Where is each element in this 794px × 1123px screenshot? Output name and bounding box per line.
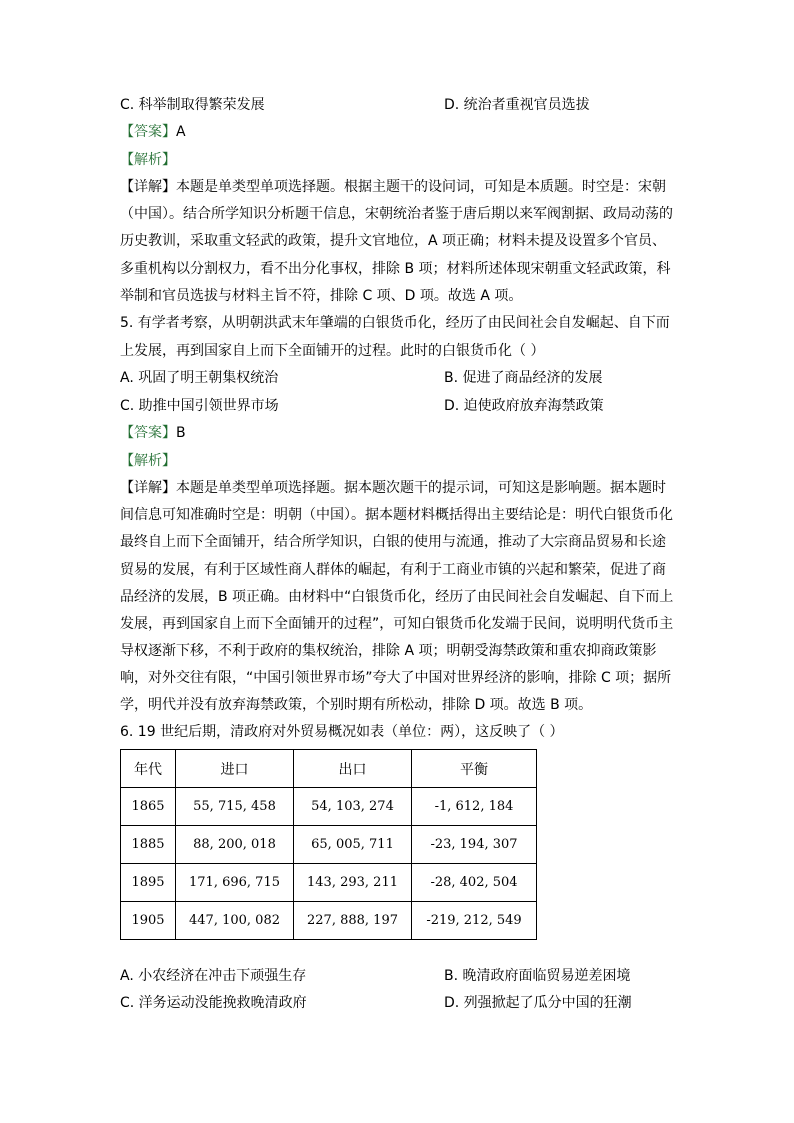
- cell-import: 171, 696, 715: [176, 864, 294, 902]
- q6-option-b: B. 晚清政府面临贸易逆差困境: [444, 968, 631, 984]
- cell-import: 55, 715, 458: [176, 788, 294, 826]
- answer-tag: 【答案】: [120, 124, 176, 140]
- q6-option-c: C. 洋务运动没能挽救晚清政府: [120, 995, 307, 1011]
- q5-option-a: A. 巩固了明王朝集权统治: [120, 370, 279, 386]
- q5-option-d: D. 迫使政府放弃海禁政策: [444, 398, 604, 414]
- q6-option-d: D. 列强掀起了瓜分中国的狂潮: [444, 995, 632, 1011]
- cell-balance: -1, 612, 184: [412, 788, 537, 826]
- q6-stem: 6. 19 世纪后期，清政府对外贸易概况如表（单位：两），这反映了（ ）: [120, 724, 564, 740]
- detail-text: 本题是单类型单项选择题。根据主题干的设问词，可知是本质题。时空是：宋朝: [176, 179, 666, 195]
- cell-export: 65, 005, 711: [294, 826, 412, 864]
- cell-year: 1895: [121, 864, 176, 902]
- q5-stem-line-1: 上发展，再到国家自上而下全面铺开的过程。此时的白银货币化（ ）: [120, 343, 545, 359]
- table-row: [121, 788, 537, 826]
- q5-stem-line-0: 5. 有学者考察，从明朝洪武末年肇端的白银货币化，经历了由民间社会自发崛起、自下而: [120, 315, 670, 331]
- cell-balance: -219, 212, 549: [412, 902, 537, 940]
- q5-detail-line-3: 贸易的发展，有利于区域性商人群体的崛起，有利于工商业市镇的兴起和繁荣，促进了商: [120, 562, 666, 578]
- detail-text: 本题是单类型单项选择题。据本题次题干的提示词，可知这是影响题。据本题时: [176, 480, 666, 496]
- q5-detail-line-5: 发展，再到国家自上而下全面铺开的过程”，可知白银货币化发端于民间，说明明代货币主: [120, 616, 674, 632]
- detail-tag: 【详解】: [120, 179, 176, 195]
- cell-year: 1885: [121, 826, 176, 864]
- q6-option-a: A. 小农经济在冲击下顽强生存: [120, 968, 307, 984]
- q5-detail-line-2: 最终自上而下全面铺开，结合所学知识，白银的使用与流通，推动了大宗商品贸易和长途: [120, 534, 666, 550]
- q4-detail-line-2: 历史教训，采取重文轻武的政策，提升文官地位，A 项正确；材料未提及设置多个官员、: [120, 233, 667, 249]
- header-year: 年代: [121, 750, 176, 788]
- q5-detail-line-7: 响，对外交往有限，“中国引领世界市场”夸大了中国对世界经济的影响，排除 C 项；据所: [120, 670, 672, 686]
- answer-value: A: [176, 124, 186, 140]
- q4-detail-line-4: 举制和官员选拔与材料主旨不符，排除 C 项、D 项。故选 A 项。: [120, 288, 523, 304]
- cell-year: 1865: [121, 788, 176, 826]
- q4-answer: [120, 122, 186, 142]
- q5-detail-line-0: [120, 478, 666, 498]
- header-balance: 平衡: [412, 750, 537, 788]
- q4-analysis-tag: [120, 150, 176, 170]
- analysis-tag: 【解析】: [120, 453, 176, 469]
- cell-import: 447, 100, 082: [176, 902, 294, 940]
- cell-export: 227, 888, 197: [294, 902, 412, 940]
- q5-analysis-tag: [120, 451, 176, 471]
- q5-answer: [120, 423, 186, 443]
- q5-detail-line-4: 品经济的发展，B 项正确。由材料中“白银货币化，经历了由民间社会自发崛起、自下而上: [120, 589, 674, 605]
- table-row: [121, 864, 537, 902]
- analysis-tag: 【解析】: [120, 152, 176, 168]
- trade-table: [120, 749, 537, 940]
- table-row: [121, 902, 537, 940]
- answer-tag: 【答案】: [120, 425, 176, 441]
- cell-export: 143, 293, 211: [294, 864, 412, 902]
- q4-option-c: C. 科举制取得繁荣发展: [120, 97, 265, 113]
- q5-option-c: C. 助推中国引领世界市场: [120, 398, 279, 414]
- cell-balance: -28, 402, 504: [412, 864, 537, 902]
- q4-detail-line-1: （中国）。结合所学知识分析题干信息，宋朝统治者鉴于唐后期以来军阀割据、政局动荡的: [120, 206, 673, 222]
- detail-tag: 【详解】: [120, 480, 176, 496]
- q4-detail-line-3: 多重机构以分割权力，看不出分化事权，排除 B 项；材料所述体现宋朝重文轻武政策，科: [120, 261, 671, 277]
- q5-detail-line-6: 导权逐渐下移，不利于政府的集权统治，排除 A 项；明朝受海禁政策和重农抑商政策影: [120, 643, 657, 659]
- q4-option-d: D. 统治者重视官员选拔: [444, 97, 590, 113]
- q5-detail-line-8: 学，明代并没有放弃海禁政策，个别时期有所松动，排除 D 项。故选 B 项。: [120, 697, 593, 713]
- cell-import: 88, 200, 018: [176, 826, 294, 864]
- cell-export: 54, 103, 274: [294, 788, 412, 826]
- table-header-row: [121, 750, 537, 788]
- q5-detail-line-1: 间信息可知准确时空是：明朝（中国）。据本题材料概括得出主要结论是：明代白银货币化: [120, 507, 673, 523]
- q5-option-b: B. 促进了商品经济的发展: [444, 370, 603, 386]
- table-row: [121, 826, 537, 864]
- q4-detail-line-0: [120, 177, 666, 197]
- header-import: 进口: [176, 750, 294, 788]
- cell-balance: -23, 194, 307: [412, 826, 537, 864]
- answer-value: B: [176, 425, 186, 441]
- header-export: 出口: [294, 750, 412, 788]
- cell-year: 1905: [121, 902, 176, 940]
